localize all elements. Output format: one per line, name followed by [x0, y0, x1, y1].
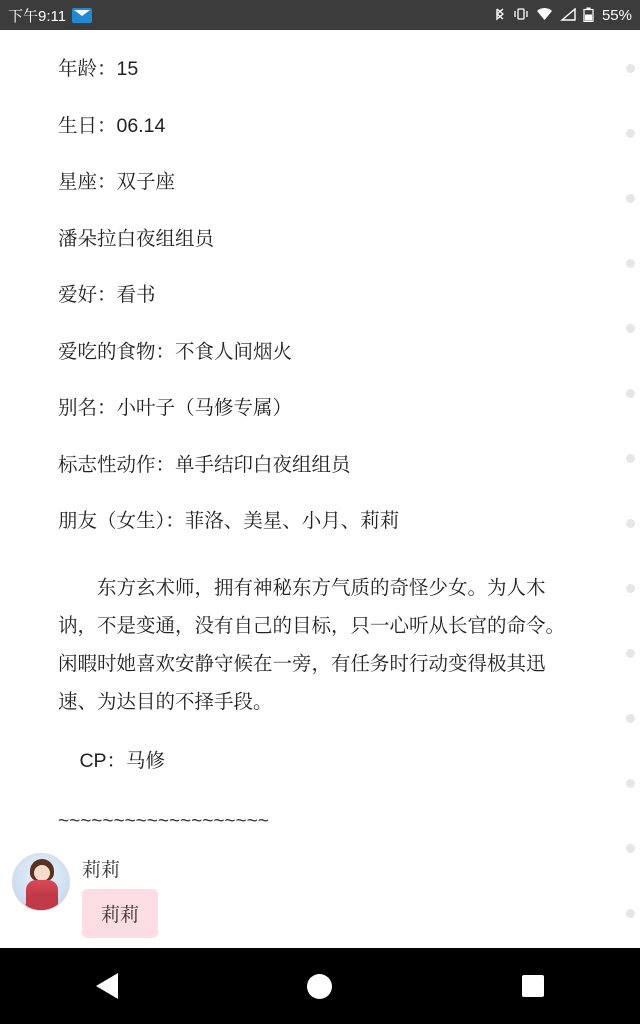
vibrate-icon	[513, 7, 529, 23]
battery-icon	[583, 7, 594, 24]
info-line: 爱好：看书	[58, 284, 156, 306]
scrollbar-dot	[626, 129, 635, 138]
recent-apps-icon	[522, 975, 544, 997]
info-line: 潘朵拉白夜组组员	[58, 227, 215, 250]
signal-icon	[560, 8, 576, 23]
avatar-face	[34, 865, 50, 881]
status-time: 下午9:11	[8, 7, 67, 25]
scrollbar-dot	[626, 779, 635, 788]
scrollbar[interactable]	[625, 64, 635, 948]
cp-line: CP：马修	[79, 749, 166, 772]
scrollbar-dot	[626, 259, 635, 268]
scrollbar-dot	[626, 64, 635, 73]
tilde-divider: ~~~~~~~~~~~~~~~~~~~	[58, 810, 269, 832]
info-line: 别名：小叶子（马修专属）	[58, 397, 293, 419]
back-button[interactable]	[47, 948, 167, 1024]
info-line: 年龄：15	[58, 58, 139, 80]
info-line: 朋友（女生）：菲洛、美星、小月、莉莉	[58, 510, 400, 532]
recent-apps-button[interactable]	[473, 948, 593, 1024]
battery-percentage: 55%	[601, 6, 632, 24]
description-paragraph: 东方玄术师，拥有神秘东方气质的奇怪少女。为人木讷，不是变通，没有自己的目标，只一心听从长官的命令。闲暇时她喜欢安静守候在一旁，有任务时行动变得极其迅速、为达目的不择手段。	[58, 576, 566, 713]
scrollbar-dot	[626, 454, 635, 463]
scrollbar-dot	[626, 519, 635, 528]
scrollbar-dot	[626, 909, 635, 918]
content-scroll-area[interactable]	[0, 30, 640, 948]
info-line: 星座：双子座	[58, 171, 176, 193]
status-bar	[0, 0, 640, 30]
scrollbar-dot	[626, 844, 635, 853]
message-content	[82, 853, 158, 938]
info-line: 生日：06.14	[58, 114, 166, 137]
scrollbar-dot	[626, 389, 635, 398]
avatar[interactable]	[12, 853, 70, 911]
message-bubble[interactable]: 莉莉	[82, 889, 158, 938]
message-row[interactable]	[0, 847, 640, 938]
article-body	[0, 30, 640, 833]
status-bar-right	[494, 6, 632, 24]
wifi-icon	[536, 8, 553, 23]
message-sender-name: 莉莉	[82, 859, 121, 881]
info-line: 标志性动作：单手结印白夜组组员	[58, 453, 351, 476]
scrollbar-dot	[626, 649, 635, 658]
bluetooth-icon	[494, 6, 506, 24]
status-bar-left	[8, 5, 92, 26]
mail-icon	[72, 8, 92, 23]
back-icon	[96, 973, 118, 999]
home-button[interactable]	[260, 948, 380, 1024]
navigation-bar	[0, 948, 640, 1024]
scrollbar-dot	[626, 584, 635, 593]
home-icon	[307, 974, 332, 999]
scrollbar-dot	[626, 194, 635, 203]
scrollbar-dot	[626, 324, 635, 333]
scrollbar-dot	[626, 714, 635, 723]
info-line: 爱吃的食物：不食人间烟火	[58, 340, 293, 363]
